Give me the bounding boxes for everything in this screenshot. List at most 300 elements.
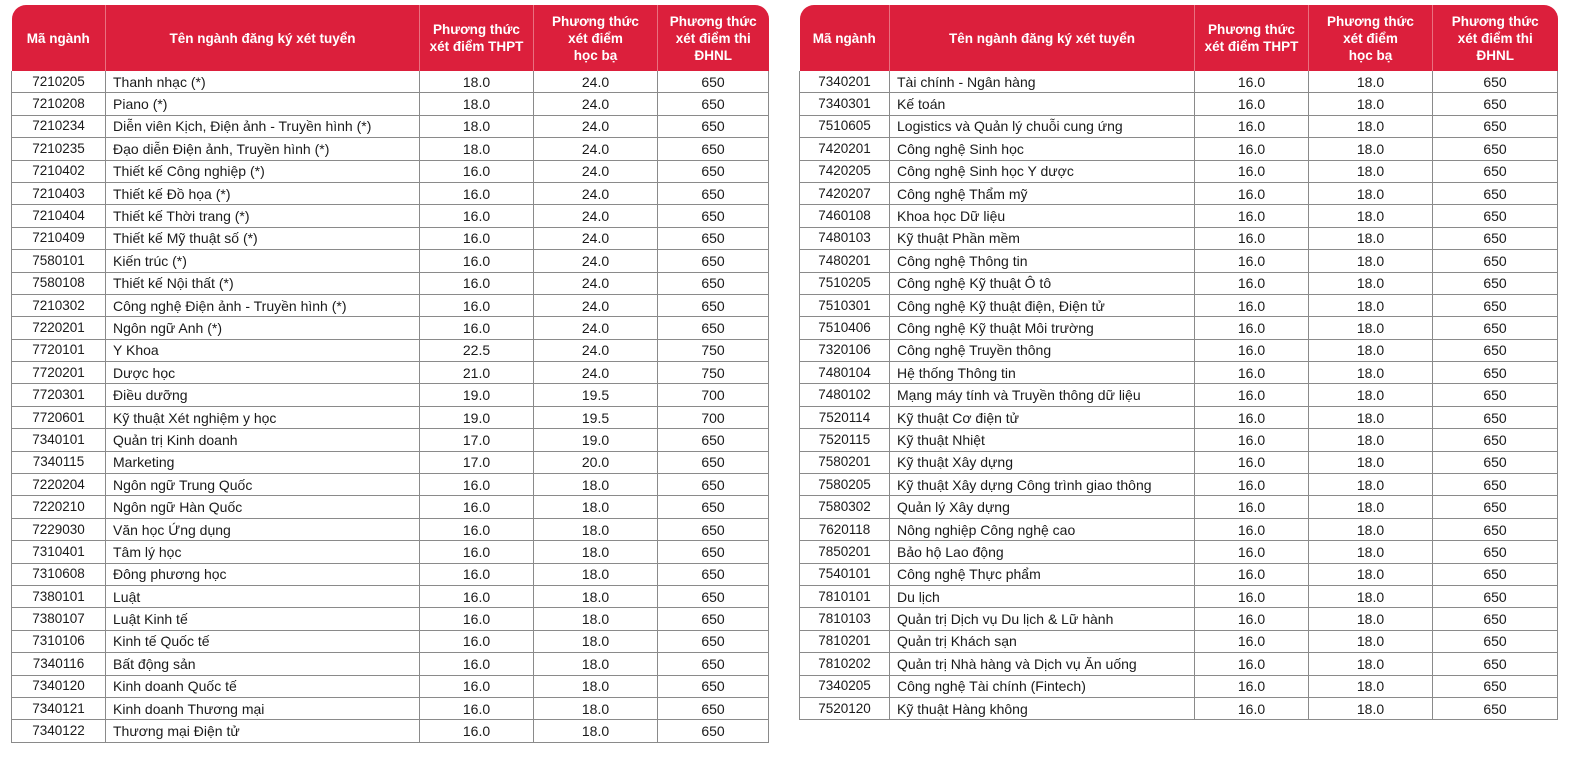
table-row	[12, 317, 769, 339]
cell-name: Kỹ thuật Xây dựng Công trình giao thông	[890, 474, 1195, 496]
cell-name: Công nghệ Sinh học Y dược	[890, 160, 1195, 182]
table-row	[800, 697, 1558, 719]
cell-dhnl: 650	[1433, 205, 1558, 227]
cell-thpt: 18.0	[420, 115, 534, 137]
cell-name: Tâm lý học	[106, 541, 420, 563]
cell-name: Tài chính - Ngân hàng	[890, 71, 1195, 93]
cell-name: Kinh doanh Quốc tế	[106, 675, 420, 697]
cell-code: 7510406	[800, 317, 890, 339]
cell-dhnl: 650	[658, 653, 769, 675]
cell-hocba: 18.0	[534, 697, 658, 719]
cell-thpt: 21.0	[420, 362, 534, 384]
table-row	[800, 227, 1558, 249]
cell-name: Quản trị Khách sạn	[890, 630, 1195, 652]
table-row	[800, 429, 1558, 451]
table-row	[12, 294, 769, 316]
table-row	[12, 227, 769, 249]
table-row	[12, 272, 769, 294]
cell-thpt: 16.0	[1195, 608, 1309, 630]
cell-dhnl: 650	[1433, 675, 1558, 697]
cell-code: 7210302	[12, 294, 106, 316]
cell-thpt: 16.0	[420, 608, 534, 630]
cell-name: Nông nghiệp Công nghệ cao	[890, 518, 1195, 540]
table-row	[12, 362, 769, 384]
cell-dhnl: 650	[1433, 653, 1558, 675]
cell-name: Bảo hộ Lao động	[890, 541, 1195, 563]
table-row	[12, 630, 769, 652]
cell-dhnl: 650	[658, 205, 769, 227]
table-row	[12, 653, 769, 675]
table-row	[12, 697, 769, 719]
cell-dhnl: 650	[1433, 697, 1558, 719]
cell-code: 7210208	[12, 93, 106, 115]
cell-name: Quản trị Nhà hàng và Dịch vụ Ăn uống	[890, 653, 1195, 675]
admission-table-left	[11, 5, 769, 743]
table-row	[12, 160, 769, 182]
cell-hocba: 18.0	[1309, 71, 1433, 93]
cell-name: Công nghệ Kỹ thuật Ô tô	[890, 272, 1195, 294]
cell-thpt: 16.0	[420, 720, 534, 742]
cell-thpt: 16.0	[1195, 182, 1309, 204]
cell-hocba: 18.0	[1309, 317, 1433, 339]
cell-code: 7720301	[12, 384, 106, 406]
table-row	[800, 474, 1558, 496]
cell-hocba: 24.0	[534, 138, 658, 160]
cell-thpt: 16.0	[1195, 160, 1309, 182]
col-header-dhnl: Phương thức xét điểm thi ĐHNL	[658, 5, 769, 71]
cell-name: Thiết kế Thời trang (*)	[106, 205, 420, 227]
cell-thpt: 16.0	[420, 496, 534, 518]
cell-dhnl: 650	[1433, 138, 1558, 160]
cell-thpt: 16.0	[1195, 294, 1309, 316]
cell-name: Kế toán	[890, 93, 1195, 115]
cell-code: 7220204	[12, 474, 106, 496]
cell-thpt: 16.0	[420, 697, 534, 719]
col-header-hocba: Phương thức xét điểm học bạ	[534, 5, 658, 71]
cell-dhnl: 650	[658, 294, 769, 316]
cell-hocba: 19.0	[534, 429, 658, 451]
cell-code: 7480103	[800, 227, 890, 249]
cell-name: Văn học Ứng dụng	[106, 518, 420, 540]
cell-code: 7380101	[12, 585, 106, 607]
cell-thpt: 18.0	[420, 71, 534, 93]
table-row	[12, 518, 769, 540]
cell-thpt: 17.0	[420, 451, 534, 473]
cell-name: Công nghệ Thông tin	[890, 250, 1195, 272]
cell-thpt: 16.0	[1195, 71, 1309, 93]
cell-thpt: 18.0	[420, 138, 534, 160]
cell-dhnl: 700	[658, 384, 769, 406]
cell-hocba: 24.0	[534, 339, 658, 361]
table-row	[800, 93, 1558, 115]
table-row	[800, 339, 1558, 361]
cell-hocba: 18.0	[1309, 272, 1433, 294]
cell-dhnl: 650	[658, 474, 769, 496]
cell-thpt: 22.5	[420, 339, 534, 361]
cell-code: 7420207	[800, 182, 890, 204]
cell-thpt: 16.0	[1195, 250, 1309, 272]
cell-hocba: 24.0	[534, 205, 658, 227]
cell-thpt: 16.0	[1195, 138, 1309, 160]
table-row	[12, 608, 769, 630]
cell-hocba: 18.0	[1309, 474, 1433, 496]
cell-code: 7480102	[800, 384, 890, 406]
cell-dhnl: 750	[658, 339, 769, 361]
table-row	[800, 384, 1558, 406]
cell-hocba: 18.0	[1309, 496, 1433, 518]
cell-code: 7210404	[12, 205, 106, 227]
table-row	[800, 608, 1558, 630]
cell-name: Đạo diễn Điện ảnh, Truyền hình (*)	[106, 138, 420, 160]
table-row	[12, 474, 769, 496]
cell-name: Công nghệ Truyền thông	[890, 339, 1195, 361]
cell-name: Bất động sản	[106, 653, 420, 675]
cell-thpt: 16.0	[1195, 406, 1309, 428]
cell-code: 7580205	[800, 474, 890, 496]
cell-code: 7340301	[800, 93, 890, 115]
cell-dhnl: 650	[1433, 93, 1558, 115]
cell-name: Khoa học Dữ liệu	[890, 205, 1195, 227]
cell-hocba: 18.0	[1309, 384, 1433, 406]
cell-thpt: 16.0	[420, 272, 534, 294]
cell-hocba: 18.0	[1309, 406, 1433, 428]
cell-hocba: 18.0	[1309, 429, 1433, 451]
cell-name: Mạng máy tính và Truyền thông dữ liệu	[890, 384, 1195, 406]
table-row	[800, 563, 1558, 585]
cell-dhnl: 650	[1433, 362, 1558, 384]
cell-hocba: 24.0	[534, 182, 658, 204]
cell-code: 7310608	[12, 563, 106, 585]
cell-hocba: 18.0	[1309, 585, 1433, 607]
table-row	[12, 675, 769, 697]
cell-code: 7340121	[12, 697, 106, 719]
table-row	[800, 496, 1558, 518]
cell-dhnl: 650	[1433, 317, 1558, 339]
table-row	[12, 71, 769, 93]
cell-hocba: 18.0	[534, 474, 658, 496]
table-row	[800, 406, 1558, 428]
cell-name: Y Khoa	[106, 339, 420, 361]
cell-dhnl: 650	[1433, 294, 1558, 316]
cell-name: Diễn viên Kịch, Điện ảnh - Truyền hình (*)	[106, 115, 420, 137]
table-row	[800, 630, 1558, 652]
table-row	[12, 720, 769, 742]
cell-code: 7460108	[800, 205, 890, 227]
cell-thpt: 18.0	[420, 93, 534, 115]
cell-code: 7520120	[800, 697, 890, 719]
cell-code: 7220201	[12, 317, 106, 339]
cell-name: Kỹ thuật Phần mềm	[890, 227, 1195, 249]
cell-dhnl: 650	[658, 250, 769, 272]
admission-table-right	[799, 5, 1558, 720]
cell-thpt: 16.0	[420, 205, 534, 227]
cell-thpt: 16.0	[1195, 362, 1309, 384]
cell-hocba: 24.0	[534, 362, 658, 384]
table-row	[800, 115, 1558, 137]
cell-name: Điều dưỡng	[106, 384, 420, 406]
table-body-left	[12, 71, 769, 742]
cell-dhnl: 650	[658, 697, 769, 719]
cell-hocba: 18.0	[1309, 160, 1433, 182]
table-header-row	[800, 5, 1558, 71]
col-header-thpt: Phương thức xét điểm THPT	[1195, 5, 1309, 71]
cell-code: 7340201	[800, 71, 890, 93]
cell-code: 7340205	[800, 675, 890, 697]
cell-code: 7520115	[800, 429, 890, 451]
cell-code: 7210234	[12, 115, 106, 137]
cell-dhnl: 650	[1433, 406, 1558, 428]
cell-dhnl: 650	[1433, 272, 1558, 294]
table-row	[800, 182, 1558, 204]
table-row	[800, 205, 1558, 227]
col-header-thpt: Phương thức xét điểm THPT	[420, 5, 534, 71]
cell-thpt: 16.0	[420, 675, 534, 697]
cell-hocba: 18.0	[534, 518, 658, 540]
cell-hocba: 18.0	[534, 653, 658, 675]
cell-thpt: 16.0	[1195, 518, 1309, 540]
cell-thpt: 16.0	[1195, 697, 1309, 719]
table-row	[12, 250, 769, 272]
cell-code: 7340115	[12, 451, 106, 473]
cell-code: 7320106	[800, 339, 890, 361]
table-row	[800, 362, 1558, 384]
cell-name: Kinh doanh Thương mại	[106, 697, 420, 719]
cell-hocba: 24.0	[534, 115, 658, 137]
cell-dhnl: 650	[658, 138, 769, 160]
table-row	[800, 272, 1558, 294]
cell-code: 7520114	[800, 406, 890, 428]
cell-thpt: 16.0	[420, 585, 534, 607]
cell-code: 7620118	[800, 518, 890, 540]
table-row	[12, 429, 769, 451]
cell-thpt: 16.0	[420, 160, 534, 182]
cell-dhnl: 650	[1433, 518, 1558, 540]
cell-hocba: 18.0	[1309, 518, 1433, 540]
cell-hocba: 18.0	[534, 720, 658, 742]
cell-dhnl: 650	[658, 429, 769, 451]
col-header-name: Tên ngành đăng ký xét tuyển	[106, 5, 420, 71]
cell-dhnl: 650	[658, 608, 769, 630]
table-row	[800, 250, 1558, 272]
cell-name: Quản trị Kinh doanh	[106, 429, 420, 451]
table-row	[800, 317, 1558, 339]
cell-hocba: 18.0	[1309, 205, 1433, 227]
cell-thpt: 16.0	[420, 227, 534, 249]
cell-dhnl: 650	[658, 182, 769, 204]
cell-name: Công nghệ Kỹ thuật điện, Điện tử	[890, 294, 1195, 316]
cell-dhnl: 650	[658, 720, 769, 742]
cell-name: Ngôn ngữ Hàn Quốc	[106, 496, 420, 518]
cell-thpt: 16.0	[420, 250, 534, 272]
cell-hocba: 18.0	[1309, 250, 1433, 272]
cell-hocba: 18.0	[1309, 339, 1433, 361]
cell-hocba: 18.0	[1309, 227, 1433, 249]
cell-hocba: 18.0	[1309, 697, 1433, 719]
cell-hocba: 18.0	[534, 608, 658, 630]
cell-code: 7210403	[12, 182, 106, 204]
cell-dhnl: 650	[1433, 384, 1558, 406]
cell-dhnl: 650	[658, 585, 769, 607]
cell-dhnl: 650	[1433, 496, 1558, 518]
table-row	[12, 182, 769, 204]
table-row	[800, 294, 1558, 316]
cell-thpt: 16.0	[1195, 93, 1309, 115]
cell-dhnl: 650	[658, 317, 769, 339]
cell-thpt: 16.0	[420, 294, 534, 316]
cell-dhnl: 650	[1433, 474, 1558, 496]
cell-hocba: 24.0	[534, 272, 658, 294]
cell-dhnl: 650	[658, 115, 769, 137]
cell-name: Kỹ thuật Xây dựng	[890, 451, 1195, 473]
cell-code: 7229030	[12, 518, 106, 540]
cell-dhnl: 650	[658, 630, 769, 652]
cell-hocba: 18.0	[1309, 182, 1433, 204]
cell-dhnl: 700	[658, 406, 769, 428]
cell-thpt: 16.0	[1195, 653, 1309, 675]
cell-name: Thanh nhạc (*)	[106, 71, 420, 93]
table-row	[800, 138, 1558, 160]
cell-name: Kiến trúc (*)	[106, 250, 420, 272]
cell-thpt: 16.0	[1195, 496, 1309, 518]
cell-code: 7720101	[12, 339, 106, 361]
cell-thpt: 19.0	[420, 384, 534, 406]
cell-hocba: 20.0	[534, 451, 658, 473]
cell-hocba: 18.0	[1309, 541, 1433, 563]
cell-name: Marketing	[106, 451, 420, 473]
cell-name: Logistics và Quản lý chuỗi cung ứng	[890, 115, 1195, 137]
cell-hocba: 18.0	[1309, 630, 1433, 652]
cell-code: 7210402	[12, 160, 106, 182]
cell-code: 7480201	[800, 250, 890, 272]
cell-code: 7420201	[800, 138, 890, 160]
cell-name: Ngôn ngữ Anh (*)	[106, 317, 420, 339]
col-header-hocba: Phương thức xét điểm học bạ	[1309, 5, 1433, 71]
cell-name: Hệ thống Thông tin	[890, 362, 1195, 384]
cell-hocba: 18.0	[1309, 653, 1433, 675]
cell-thpt: 16.0	[420, 317, 534, 339]
cell-dhnl: 650	[658, 160, 769, 182]
cell-dhnl: 650	[1433, 160, 1558, 182]
cell-name: Dược học	[106, 362, 420, 384]
cell-thpt: 16.0	[1195, 227, 1309, 249]
cell-code: 7720201	[12, 362, 106, 384]
cell-code: 7540101	[800, 563, 890, 585]
cell-dhnl: 650	[658, 675, 769, 697]
cell-dhnl: 650	[1433, 541, 1558, 563]
cell-dhnl: 650	[1433, 563, 1558, 585]
cell-name: Kỹ thuật Xét nghiệm y học	[106, 406, 420, 428]
cell-thpt: 16.0	[1195, 205, 1309, 227]
cell-thpt: 16.0	[1195, 474, 1309, 496]
table-row	[12, 93, 769, 115]
table-row	[800, 160, 1558, 182]
cell-code: 7310106	[12, 630, 106, 652]
cell-code: 7380107	[12, 608, 106, 630]
cell-code: 7210235	[12, 138, 106, 160]
cell-dhnl: 650	[658, 71, 769, 93]
cell-code: 7510205	[800, 272, 890, 294]
cell-thpt: 16.0	[1195, 563, 1309, 585]
cell-thpt: 16.0	[1195, 541, 1309, 563]
cell-hocba: 18.0	[1309, 138, 1433, 160]
cell-name: Kinh tế Quốc tế	[106, 630, 420, 652]
cell-name: Công nghệ Thực phẩm	[890, 563, 1195, 585]
cell-dhnl: 650	[1433, 585, 1558, 607]
table-row	[800, 451, 1558, 473]
table-row	[12, 339, 769, 361]
table-header-row	[12, 5, 769, 71]
cell-hocba: 18.0	[1309, 294, 1433, 316]
cell-dhnl: 650	[1433, 250, 1558, 272]
cell-code: 7420205	[800, 160, 890, 182]
cell-thpt: 19.0	[420, 406, 534, 428]
cell-hocba: 18.0	[534, 563, 658, 585]
cell-code: 7580201	[800, 451, 890, 473]
table-row	[12, 585, 769, 607]
cell-name: Thiết kế Mỹ thuật số (*)	[106, 227, 420, 249]
cell-hocba: 24.0	[534, 93, 658, 115]
cell-code: 7340120	[12, 675, 106, 697]
cell-hocba: 18.0	[1309, 608, 1433, 630]
cell-thpt: 16.0	[1195, 317, 1309, 339]
cell-dhnl: 650	[1433, 451, 1558, 473]
cell-hocba: 24.0	[534, 160, 658, 182]
table-row	[12, 541, 769, 563]
cell-thpt: 16.0	[1195, 675, 1309, 697]
cell-hocba: 24.0	[534, 227, 658, 249]
table-row	[12, 451, 769, 473]
cell-hocba: 18.0	[1309, 451, 1433, 473]
cell-hocba: 18.0	[534, 585, 658, 607]
cell-hocba: 18.0	[1309, 563, 1433, 585]
cell-name: Thiết kế Đồ họa (*)	[106, 182, 420, 204]
cell-hocba: 18.0	[534, 630, 658, 652]
col-header-code: Mã ngành	[12, 5, 106, 71]
cell-dhnl: 650	[1433, 115, 1558, 137]
cell-name: Ngôn ngữ Trung Quốc	[106, 474, 420, 496]
cell-code: 7210409	[12, 227, 106, 249]
cell-thpt: 16.0	[420, 518, 534, 540]
cell-name: Đông phương học	[106, 563, 420, 585]
cell-name: Luật Kinh tế	[106, 608, 420, 630]
cell-dhnl: 650	[658, 563, 769, 585]
cell-hocba: 24.0	[534, 71, 658, 93]
cell-code: 7810202	[800, 653, 890, 675]
cell-name: Công nghệ Tài chính (Fintech)	[890, 675, 1195, 697]
cell-name: Công nghệ Sinh học	[890, 138, 1195, 160]
cell-name: Công nghệ Thẩm mỹ	[890, 182, 1195, 204]
table-row	[800, 71, 1558, 93]
cell-dhnl: 650	[1433, 182, 1558, 204]
cell-thpt: 16.0	[1195, 630, 1309, 652]
cell-thpt: 16.0	[420, 563, 534, 585]
cell-code: 7220210	[12, 496, 106, 518]
cell-dhnl: 750	[658, 362, 769, 384]
table-row	[12, 138, 769, 160]
cell-code: 7810103	[800, 608, 890, 630]
cell-name: Thương mại Điện tử	[106, 720, 420, 742]
cell-name: Du lịch	[890, 585, 1195, 607]
cell-thpt: 17.0	[420, 429, 534, 451]
cell-thpt: 16.0	[1195, 272, 1309, 294]
cell-name: Công nghệ Điện ảnh - Truyền hình (*)	[106, 294, 420, 316]
table-row	[12, 563, 769, 585]
cell-dhnl: 650	[1433, 71, 1558, 93]
cell-code: 7720601	[12, 406, 106, 428]
cell-code: 7480104	[800, 362, 890, 384]
table-row	[12, 384, 769, 406]
cell-thpt: 16.0	[1195, 384, 1309, 406]
